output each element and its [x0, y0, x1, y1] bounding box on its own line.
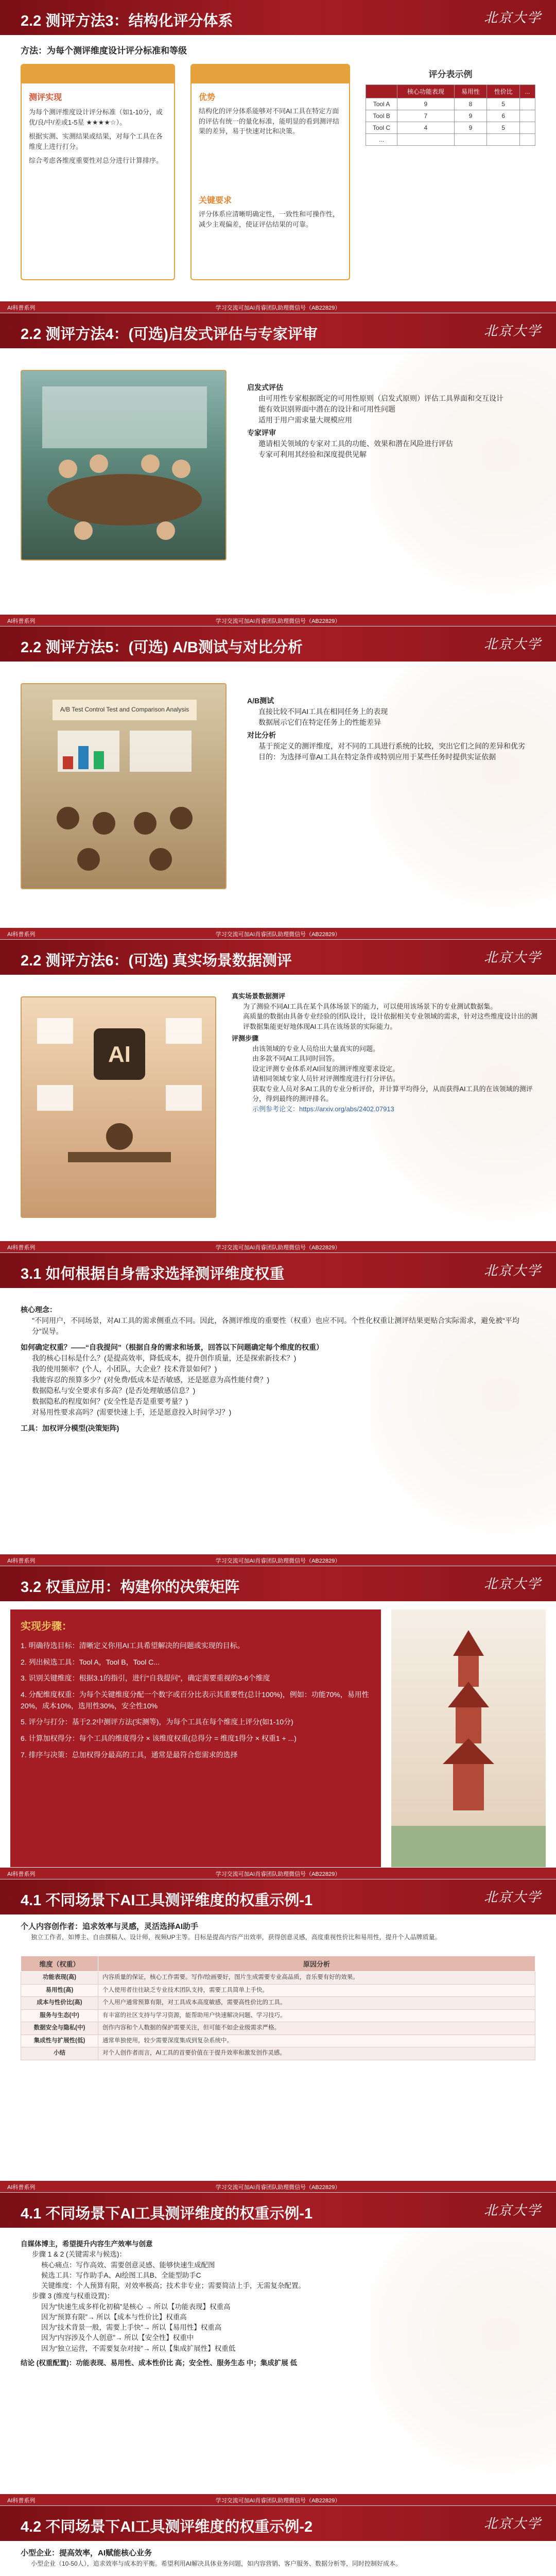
bullet-item: 由多款不同AI工具同时回答。 [252, 1055, 339, 1062]
footer-left: AI科普系列 [7, 618, 36, 624]
bullet-item: 设定评测专业体系对AI回复的测评维度要求设定。 [252, 1064, 399, 1073]
slide-header [0, 313, 556, 348]
footer-left: AI科普系列 [7, 1558, 36, 1564]
step-item: 6. 计算加权得分：每个工具的维度得分 × 该维度权重(总得分 = 维度1得分 × 权重1 + ...) [21, 1734, 297, 1743]
table-header-row [366, 85, 535, 98]
university-logo: 北京大学 [483, 1263, 542, 1279]
implementation-list [29, 107, 169, 166]
list-item: 综合考虑各维度重要性对总分进行计算排序。 [29, 157, 163, 164]
table-title: 评分表示例 [428, 70, 473, 79]
question-item: 数据隐私与安全要求有多高？(是否处理敏感信息？) [32, 1386, 196, 1395]
expert-review-illustration [21, 370, 227, 561]
step-item: 4. 分配维度权重：为每个关键维度分配一个数字或百分比表示其重要性(总计100%)，例如：功能70%，易用性20%，成本10%，选用性30%，安全性10% [21, 1690, 369, 1710]
dimension-cell: 数据安全与隐私(中) [21, 2022, 98, 2035]
table-cell: Tool C [366, 122, 397, 134]
footer-center: 学习交流可加AI肖睿团队助理微信号（AB22829） [215, 305, 341, 311]
list-item: 根据实测、实测结果或结果，对每个工具在各维度上进行打分。 [29, 132, 163, 150]
footer-left: AI科普系列 [7, 305, 36, 311]
university-logo: 北京大学 [483, 950, 542, 965]
table-cell: 6 [487, 110, 520, 122]
table-row [21, 2022, 535, 2035]
steps-list [21, 1640, 371, 1761]
bullet-heading: 对比分析 [247, 731, 276, 739]
weight-table [21, 1956, 535, 2060]
bullet-heading: 核心理念： [21, 1306, 57, 1314]
bullet-item: 由该领域的专业人员给出大量真实的问题。 [252, 1044, 380, 1053]
step-heading: 步骤 3 (维度与权重设置)： [32, 2292, 114, 2300]
slide-header [0, 0, 556, 35]
university-logo: 北京大学 [483, 324, 542, 339]
bullet-item: 邀请相关领域的专家对工具的功能、效果和潜在风险进行评估 [258, 439, 453, 448]
bullet-item: 因为“独立运营，不需要复杂对接”→ 所以【集成扩展性】权重低 [41, 2344, 236, 2352]
slide-footer [0, 1554, 556, 1566]
slide-choose-weights [0, 1253, 556, 1566]
slide-title: 2.2 测评方法3：结构化评分体系 [21, 13, 233, 29]
slide-weight-example-2-table [0, 2506, 556, 2576]
bullet-item: 因为“内容涉及个人创意”→ 所以【安全性】权重中 [41, 2334, 194, 2342]
reason-cell: 对个人创作者而言，AI工具的首要价值在于提升效率和激发创作灵感。 [98, 2047, 535, 2060]
table-row [366, 110, 535, 122]
advantage-tag: 优势 [199, 93, 216, 102]
slide-header [0, 2506, 556, 2541]
reason-cell: 内容质量的保证，核心工作需要。写作/绘画要好，图片生成需要专业高品质，音乐要有好的效果。 [98, 1972, 535, 1985]
slide-real-scenario [0, 940, 556, 1253]
table-header [366, 85, 397, 98]
implementation-tag: 测评实现 [29, 93, 62, 102]
question-item: 我的核心目标是什么？(是提高效率，降低成本，提升创作质量，还是探索新技术？) [32, 1354, 297, 1362]
dimension-cell: 集成性与扩展性(低) [21, 2035, 98, 2047]
bullet-item: 由可用性专家根据既定的可用性原则（启发式原则）评估工具界面和交互设计 [258, 394, 503, 402]
slide-footer [0, 1868, 556, 1879]
key-requirement-tag: 关键要求 [199, 196, 232, 205]
question-item: 对易用性要求高吗？(需要快速上手，还是愿意投入时间学习？) [32, 1408, 232, 1416]
table-cell [454, 134, 487, 146]
slide-title: 3.2 权重应用：构建你的决策矩阵 [21, 1579, 240, 1596]
key-requirement-text: 评分体系应清晰明确定性，一致性和可操作性，减少主观偏差，使证评估结果的可靠。 [199, 210, 340, 228]
method-subtitle: 方法：为每个测评维度设计评分标准和等级 [21, 46, 187, 56]
slide-header [0, 2193, 556, 2228]
bullet-item: 因为“快速生成多样化初稿”是核心 → 所以【功能表现】权重高 [41, 2302, 231, 2311]
slide-footer [0, 301, 556, 313]
table-cell: 9 [454, 122, 487, 134]
slide-heuristic-evaluation [0, 313, 556, 626]
bullet-heading: 真实场景数据测评 [232, 992, 286, 1000]
table-header: 性价比 [487, 85, 520, 98]
advantage-card [190, 64, 350, 280]
table-cell: ... [366, 134, 397, 146]
bullet-item: 候选工具：写作助手A、AI绘图工具B、全能型助手C [41, 2271, 201, 2279]
step-item: 2. 列出候选工具：Tool A，Tool B，Tool C... [21, 1657, 160, 1666]
card-header-bar [192, 65, 349, 83]
steps-tag: 实现步骤： [21, 1621, 72, 1632]
slide-header [0, 940, 556, 975]
bullet-item: "不同用户，不同场景，对AI工具的需求侧重点不同。因此，各测评维度的重要性（权重）也应不同。个性化权重让测评结果更贴合实际需求，避免被“平均分”误导。 [32, 1316, 519, 1335]
table-row [21, 2009, 535, 2022]
bullet-item: 能有效识别界面中潜在的设计和可用性问题 [258, 405, 395, 413]
bullet-heading: 自媒体博主，希望提升内容生产效率与创意 [21, 2240, 153, 2248]
dimension-cell: 易用性(高) [21, 1984, 98, 1997]
slide-title: 4.1 不同场景下AI工具测评维度的权重示例-1 [21, 2206, 313, 2222]
footer-center: 学习交流可加AI肖睿团队助理微信号（AB22829） [215, 931, 341, 938]
footer-left: AI科普系列 [7, 2184, 36, 2191]
classroom-illustration [22, 684, 227, 889]
university-logo: 北京大学 [483, 1577, 542, 1592]
table-cell: 5 [487, 122, 520, 134]
weights-guidance [21, 1302, 535, 1434]
bullet-item: 高质量的数据由具备专业经验的团队设计，设计依据相关专业领域的需求，针对这些维度设计出的测评数据集能更好地体现AI工具在该场景的实际能力。 [243, 1012, 538, 1030]
list-item: 为每个测评维度设计评分标准（如1-10分，或优/良/中/差或1-5星 ★★★★☆）。 [29, 108, 163, 126]
table-row [21, 1972, 535, 1985]
reason-cell: 通常单独使用，较少需要深度集成到复杂系统中。 [98, 2035, 535, 2047]
heuristic-points [247, 380, 535, 460]
bullet-heading: 如何确定权重？——“自我提问”（根据自身的需求和场景，回答以下问题确定每个维度的权重） [21, 1343, 323, 1351]
real-scenario-points [232, 989, 541, 1114]
slide-header [0, 626, 556, 662]
table-row [21, 2035, 535, 2047]
footer-center: 学习交流可加AI肖睿团队助理微信号（AB22829） [215, 1245, 341, 1251]
table-cell: 9 [397, 98, 455, 110]
bullet-heading: 工具：加权评分模型(决策矩阵) [21, 1424, 119, 1432]
reason-cell: 创作内容和个人数据的保护需要关注，但可能不如企业级需求严格。 [98, 2022, 535, 2035]
table-cell: 4 [397, 122, 455, 134]
table-cell [520, 122, 535, 134]
slide-decision-matrix [0, 1566, 556, 1879]
table-row [21, 1997, 535, 2010]
ai-scenario-illustration [21, 996, 216, 1218]
footer-left: AI科普系列 [7, 1871, 36, 1877]
slide-structured-scoring [0, 0, 556, 313]
svg-text:AI: AI [108, 1042, 131, 1067]
university-logo: 北京大学 [483, 1890, 542, 1905]
bullet-item: 核心痛点：写作高效、需要创意灵感、能够快速生成配图 [41, 2261, 215, 2269]
case-steps [21, 2237, 535, 2368]
slide-footer [0, 928, 556, 939]
slide-footer [0, 1241, 556, 1252]
dimension-cell: 成本与性价比(高) [21, 1997, 98, 2010]
footer-center: 学习交流可加AI肖睿团队助理微信号（AB22829） [215, 2498, 341, 2504]
slide-header [0, 1253, 556, 1288]
scenario-subtitle: 个人内容创作者：追求效率与灵感，灵活选择AI助手 [21, 1922, 199, 1931]
table-header: 维度（权重） [21, 1956, 98, 1972]
footer-center: 学习交流可加AI肖睿团队助理微信号（AB22829） [215, 1871, 341, 1877]
slide-title: 2.2 测评方法5：(可选) A/B测试与对比分析 [21, 639, 303, 656]
footer-center: 学习交流可加AI肖睿团队助理微信号（AB22829） [215, 1558, 341, 1564]
slide-footer [0, 2494, 556, 2505]
footer-left: AI科普系列 [7, 1245, 36, 1251]
dimension-cell: 功能表现(高) [21, 1972, 98, 1985]
table-header-row [21, 1956, 535, 1972]
advantage-text: 结构化的评分体系能够对不同AI工具在特定方面的评估有统一的量化标准，能明显的看到测评结果的差异，易于快速对比和决策。 [199, 107, 340, 135]
table-cell: 5 [487, 98, 520, 110]
slide-header [0, 1879, 556, 1914]
bullet-item: 适用于用户需求量大规模应用 [258, 416, 352, 424]
bullet-heading: 专家评审 [247, 429, 276, 437]
question-item: 我能容忍的预算多少？(对免费/低成本是否敏感，还是愿意为高性能付费？) [32, 1376, 270, 1384]
footer-left: AI科普系列 [7, 2498, 36, 2504]
slide-title: 4.1 不同场景下AI工具测评维度的权重示例-1 [21, 1892, 313, 1909]
table-cell [397, 134, 455, 146]
campus-illustration [391, 1609, 546, 1867]
slide-title: 3.1 如何根据自身需求选择测评维度权重 [21, 1266, 285, 1282]
table-row [366, 122, 535, 134]
bullet-item: 数据展示它们在特定任务上的性能差异 [258, 718, 381, 726]
bullet-item: 目的：为选择可靠AI工具在特定条件或特别应用于某些任务时提供实证依据 [258, 753, 496, 761]
reason-cell: 个人用户通常预算有限，对工具成本高度敏感，需要高性价比的工具。 [98, 1997, 535, 2010]
conclusion: 结论 (权重配置)：功能表现、易用性、成本性价比 高；安全性、服务生态 中；集成扩展 低 [21, 2359, 297, 2367]
table-cell: 9 [454, 110, 487, 122]
bullet-item: 获取专业人员对多AI工具的专业分析评价，并计算平均得分，从而获得AI工具的在该领域的测评分，得到最终的测评排名。 [252, 1084, 533, 1103]
slide-weight-example-1-table [0, 1879, 556, 2193]
reason-cell: 个人使用者往往缺乏专业技术团队支持，需要工具简单上手快。 [98, 1984, 535, 1997]
question-item: 数据隐私的程度如何？(安全性是否是重要考量？) [32, 1397, 188, 1405]
bullet-item: 直接比较不同AI工具在相同任务上的表现 [258, 707, 388, 716]
slide-footer [0, 615, 556, 626]
pagoda-illustration [391, 1609, 546, 1867]
table-header: 易用性 [454, 85, 487, 98]
table-cell [520, 134, 535, 146]
slide-title: 2.2 测评方法4：(可选)启发式评估与专家评审 [21, 326, 318, 343]
dimension-cell: 服务与生态(中) [21, 2009, 98, 2022]
bullet-heading: 评测步骤 [232, 1035, 259, 1042]
bullet-item: 因为“技术背景一般，需要上手快”→ 所以【易用性】权重高 [41, 2324, 222, 2331]
bullet-item: 专家可利用其经验和深度提供见解 [258, 450, 367, 459]
table-row [21, 1984, 535, 1997]
bullet-item: 请相同领域专家人员针对评测维度进行打分评估。 [252, 1075, 400, 1082]
bullet-item: 关键维度：个人预算有限，对效率极高；技术非专业；需要简洁上手，无需复杂配置。 [41, 2282, 305, 2290]
dimension-cell: 小结 [21, 2047, 98, 2060]
slide-footer [0, 2181, 556, 2192]
illustration-caption: A/B Test Control Test and Comparison Analysis [53, 700, 197, 720]
step-heading: 步骤 1 & 2 (关键需求与候选)： [32, 2250, 127, 2259]
step-item: 7. 排序与决策：总加权得分最高的工具，通常是最符合您需求的选择 [21, 1750, 238, 1759]
table-cell: Tool B [366, 110, 397, 122]
scoring-table [366, 84, 535, 146]
table-cell: 7 [397, 110, 455, 122]
university-logo: 北京大学 [483, 2203, 542, 2218]
table-row [366, 98, 535, 110]
slide-header [0, 1566, 556, 1601]
step-item: 3. 识别关键维度：根据3.1的指引，进行“自我提问”，确定需要重视的3-6个维度 [21, 1674, 270, 1683]
table-header: 原因分析 [98, 1956, 535, 1972]
reason-cell: 有丰富的社区支持与学习资源，能帮助用户快速解决问题、学习技巧。 [98, 2009, 535, 2022]
table-cell: Tool A [366, 98, 397, 110]
scenario-description: 独立工作者，如博主、自由撰稿人、设计师，视频UP主等。目标是提高内容产出效率，获得创意灵感，高度重视性价比和易用性，提升个人品牌质量。 [31, 1934, 441, 1941]
implementation-card [21, 64, 175, 280]
slide-weight-example-1-case [0, 2193, 556, 2506]
university-logo: 北京大学 [483, 637, 542, 652]
step-item: 5. 评分与打分：基于2.2中测评方法(实测等)，为每个工具在每个维度上评分(如1-10分) [21, 1718, 293, 1726]
expert-meeting-illustration [22, 371, 227, 561]
ab-test-points [247, 693, 535, 762]
ab-test-illustration [21, 683, 227, 889]
university-logo: 北京大学 [483, 10, 542, 26]
ai-hub-illustration [22, 997, 216, 1218]
reference-link[interactable]: 示例参考论文：https://arxiv.org/abs/2402.07913 [252, 1105, 394, 1113]
university-logo: 北京大学 [483, 2516, 542, 2532]
table-header: 核心功能表现 [397, 85, 455, 98]
footer-center: 学习交流可加AI肖睿团队助理微信号（AB22829） [215, 2184, 341, 2191]
scenario-description: 小型企业（10-50人），追求效率与成本的平衡。希望利用AI解决具体业务问题，如内容营销、客户服务、数据分析等，同时控制好成本。 [31, 2560, 402, 2567]
footer-left: AI科普系列 [7, 931, 36, 938]
bullet-item: 为了测验不同AI工具在某个具体场景下的能力，可以使用该场景下的专业测试数据集。 [243, 1002, 497, 1010]
footer-center: 学习交流可加AI肖睿团队助理微信号（AB22829） [215, 618, 341, 624]
step-item: 1. 明确待选目标：清晰定义你用AI工具希望解决的问题或实现的目标。 [21, 1641, 245, 1650]
bullet-item: 基于预定义的测评维度，对不同的工具进行系统的比较，突出它们之间的差异和优劣 [258, 742, 525, 750]
bullet-heading: A/B测试 [247, 697, 274, 705]
steps-panel [10, 1609, 381, 1867]
table-header: ... [520, 85, 535, 98]
slide-ab-testing [0, 626, 556, 940]
question-item: 我的使用频率？(个人，小团队，大企业？技术背景如何？) [32, 1365, 217, 1373]
scenario-subtitle: 小型企业：提高效率，AI赋能核心业务 [21, 2549, 152, 2557]
table-cell [520, 98, 535, 110]
card-header-bar [22, 65, 174, 83]
table-row [21, 2047, 535, 2060]
slide-title: 2.2 测评方法6：(可选) 真实场景数据测评 [21, 953, 292, 969]
table-row [366, 134, 535, 146]
table-cell [487, 134, 520, 146]
table-cell: 8 [454, 98, 487, 110]
slide-title: 4.2 不同场景下AI工具测评维度的权重示例-2 [21, 2519, 313, 2535]
bullet-heading: 启发式评估 [247, 383, 283, 392]
table-cell [520, 110, 535, 122]
bullet-item: 因为“预算有限”→ 所以【成本与性价比】权重高 [41, 2313, 187, 2321]
